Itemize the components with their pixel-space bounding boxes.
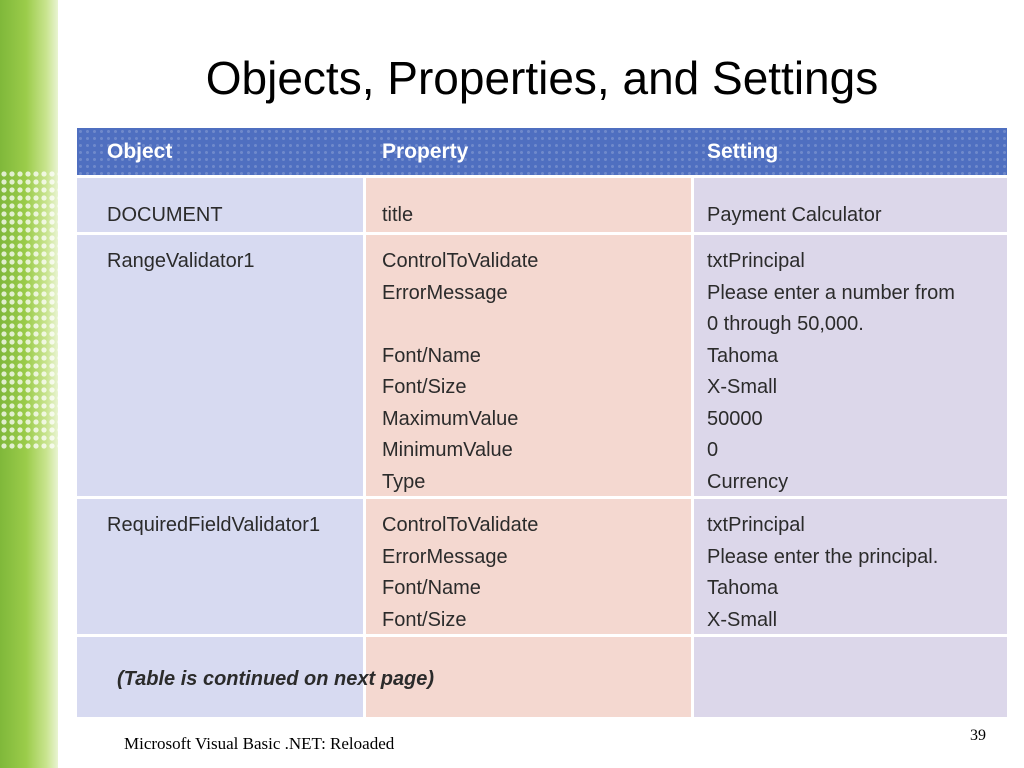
setting-value: X-Small [707, 608, 778, 631]
slide-title: Objects, Properties, and Settings [205, 52, 879, 104]
setting-value: Payment Calculator [707, 204, 882, 226]
table-row [107, 246, 255, 278]
column-divider [363, 175, 366, 717]
setting-value: Please enter the principal. [707, 545, 939, 568]
page-number: 39 [970, 727, 986, 744]
header-property: Property [382, 140, 469, 163]
setting-value: Currency [707, 470, 789, 493]
property-name: ControlToValidate [382, 250, 539, 272]
object-name: DOCUMENT [107, 204, 223, 226]
property-name: ErrorMessage [382, 281, 508, 304]
setting-value: X-Small [707, 376, 778, 398]
property-name: ErrorMessage [382, 545, 508, 568]
property-name: Font/Size [382, 608, 467, 631]
object-name: RequiredFieldValidator1 [107, 514, 321, 536]
setting-value: 0 [707, 439, 719, 461]
property-list [382, 510, 538, 636]
table-row [107, 200, 223, 232]
table-header [77, 128, 1007, 175]
setting-value: Tahoma [707, 577, 779, 599]
object-name: RangeValidator1 [107, 250, 255, 272]
table-row [107, 510, 320, 542]
setting-value: 0 through 50,000. [707, 313, 864, 335]
decorative-dot-pattern [0, 170, 62, 450]
row-divider [77, 175, 1007, 178]
setting-value: Please enter a number from [707, 281, 955, 304]
property-name: ControlToValidate [382, 514, 539, 536]
continuation-note: (Table is continued on next page) [117, 668, 435, 690]
property-list [382, 200, 413, 232]
setting-value: txtPrincipal [707, 514, 805, 536]
property-name: Font/Name [382, 577, 481, 599]
property-name: Font/Size [382, 376, 467, 398]
setting-value: 50000 [707, 407, 763, 430]
property-name: MinimumValue [382, 439, 513, 461]
properties-table [77, 128, 1007, 717]
slide-footer: Microsoft Visual Basic .NET: Reloaded [124, 734, 395, 753]
setting-list [707, 200, 882, 232]
setting-list [707, 510, 938, 636]
property-name: Type [382, 470, 426, 493]
setting-list [707, 246, 955, 498]
row-divider [77, 232, 1007, 235]
header-setting: Setting [707, 140, 779, 163]
setting-value: Tahoma [707, 344, 779, 367]
property-name: MaximumValue [382, 407, 519, 430]
property-list [382, 246, 538, 498]
property-name: Font/Name [382, 344, 481, 367]
column-divider [691, 175, 694, 717]
header-object: Object [107, 140, 173, 163]
property-name-spacer [382, 309, 538, 341]
property-name: title [382, 204, 414, 226]
setting-value: txtPrincipal [707, 250, 805, 272]
